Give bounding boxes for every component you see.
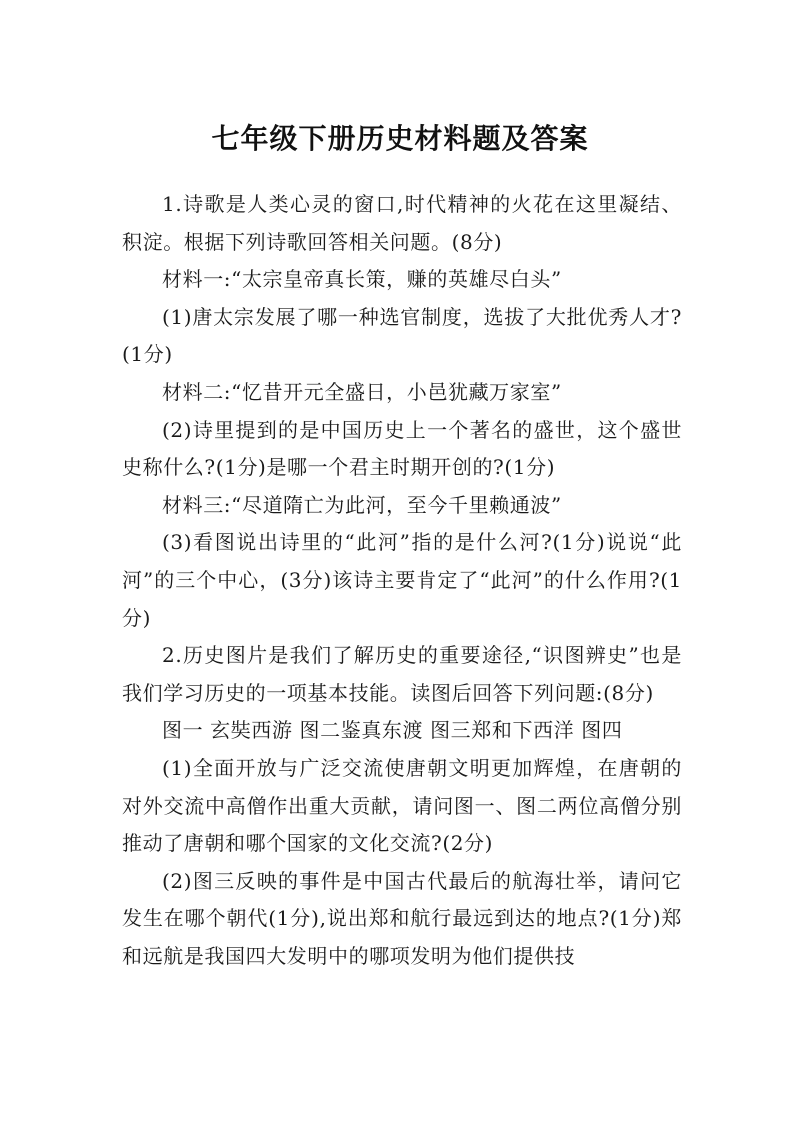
- material-3: 材料三:“尽道隋亡为此河，至今千里赖通波”: [162, 492, 562, 517]
- question-1-part-3: (3)看图说出诗里的“此河”指的是什么河?(1分)说说“此河”的三个中心，(3分)该诗主要肯定了“此河”的什么作用?(1分): [122, 530, 682, 630]
- question-2-part-1: (1)全面开放与广泛交流使唐朝文明更加辉煌，在唐朝的对外交流中高僧作出重大贡献，请问图一、图二两位高僧分别推动了唐朝和哪个国家的文化交流?(2分): [122, 755, 682, 856]
- question-2-intro: 2.历史图片是我们了解历史的重要途径,“识图辨史”也是我们学习历史的一项基本技能。读图后回答下列问题:(8分): [122, 643, 682, 705]
- question-1-part-2: (2)诗里提到的是中国历史上一个著名的盛世，这个盛世史称什么?(1分)是哪一个君主时期开创的?(1分): [122, 417, 682, 480]
- question-1-part-1: (1)唐太宗发展了哪一种选官制度，选拔了大批优秀人才?(1分): [122, 304, 682, 367]
- question-2-part-2: (2)图三反映的事件是中国古代最后的航海壮举，请问它发生在哪个朝代(1分),说出郑和航行最远到达的地点?(1分)郑和远航是我国四大发明中的哪项发明为他们提供技: [122, 868, 682, 968]
- material-2: 材料二:“忆昔开元全盛日，小邑犹藏万家室”: [162, 379, 562, 404]
- question-1-intro: 1.诗歌是人类心灵的窗口,时代精神的火花在这里凝结、积淀。根据下列诗歌回答相关问题。(8分): [122, 192, 682, 254]
- document-body: [122, 186, 682, 975]
- material-1: 材料一:“太宗皇帝真长策，赚的英雄尽白头”: [162, 267, 562, 292]
- figure-captions: 图一 玄奘西游 图二鉴真东渡 图三郑和下西洋 图四: [162, 718, 623, 743]
- document-title: 七年级下册历史材料题及答案: [211, 121, 589, 155]
